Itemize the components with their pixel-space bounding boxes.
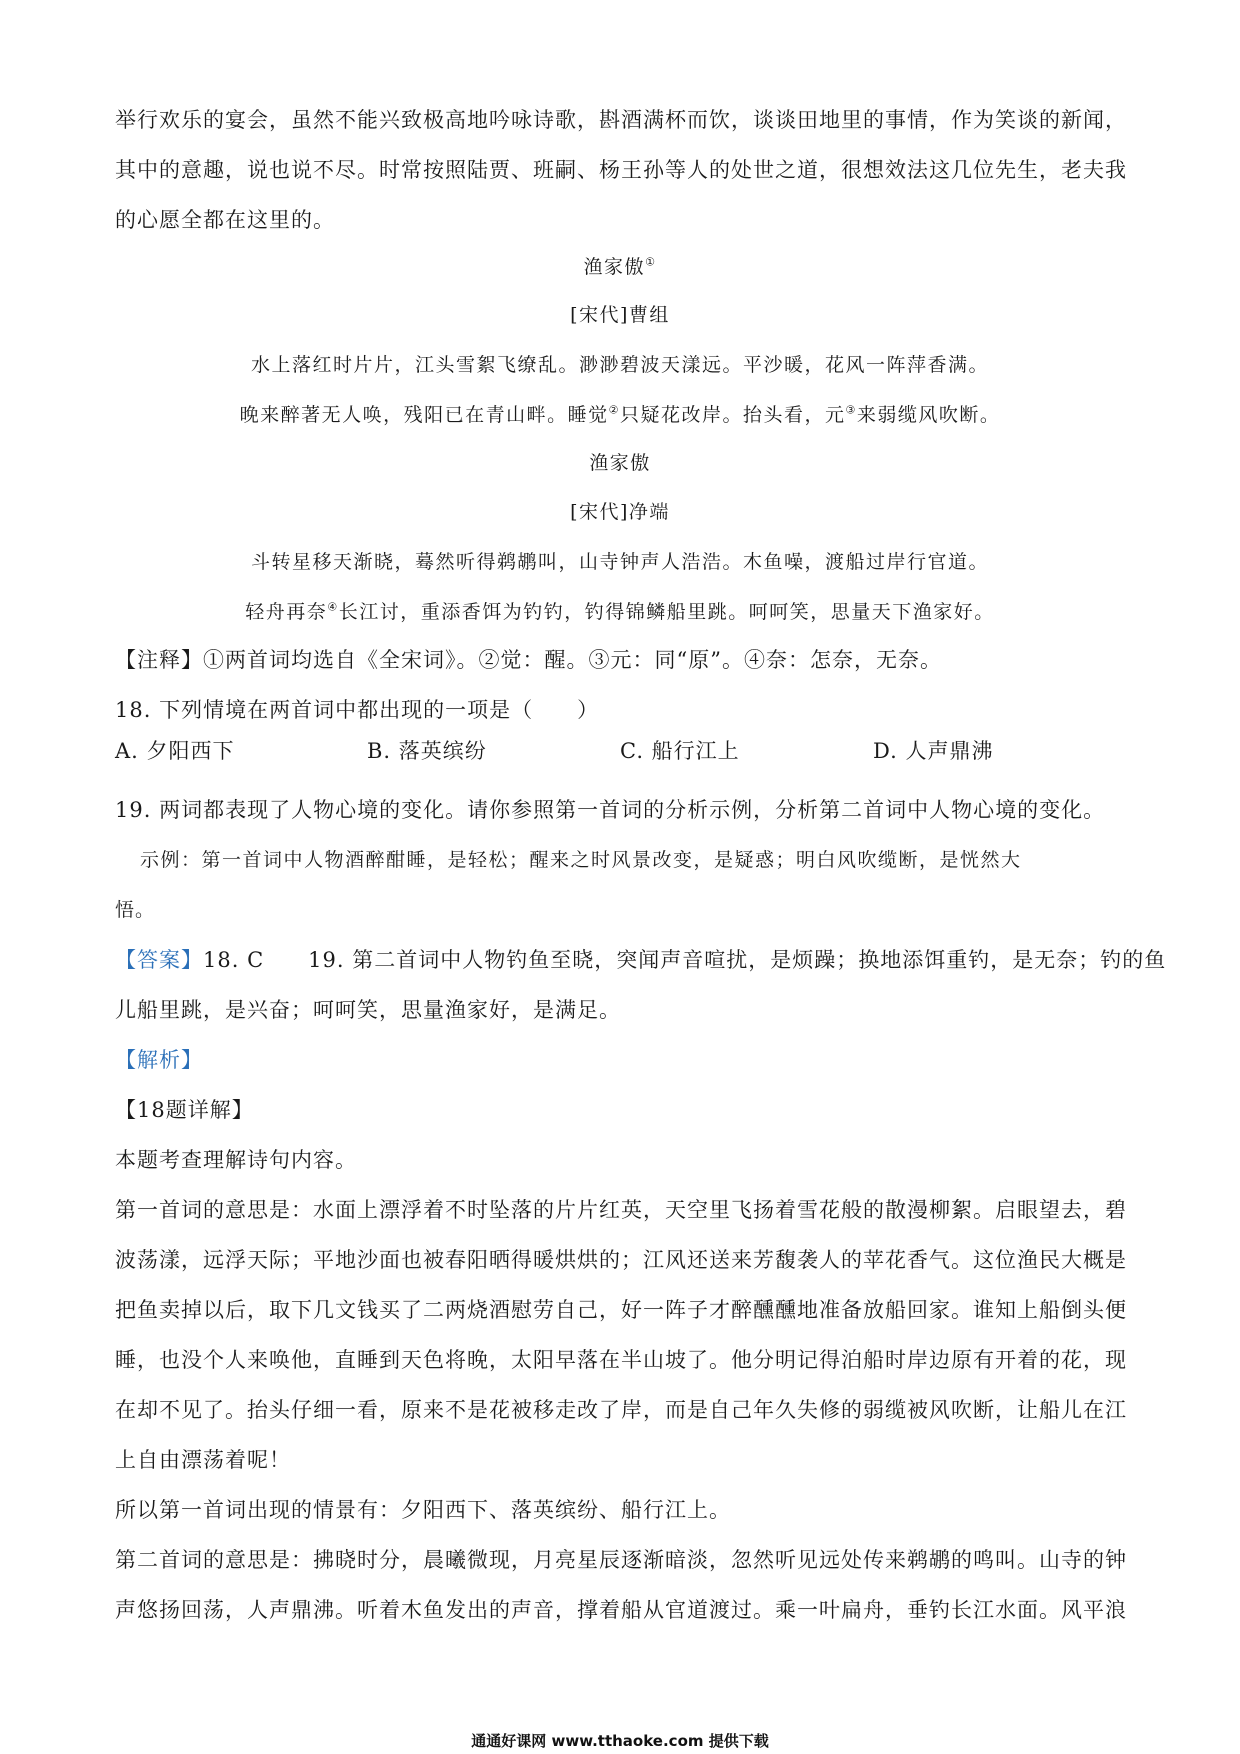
paragraph-line: 波荡漾，远浮天际；平地沙面也被春阳晒得暖烘烘的；江风还送来芳馥袭人的苹花香气。这位渔民大概是: [115, 1248, 1127, 1272]
paragraph-line: 第一首词的意思是：水面上漂浮着不时坠落的片片红英，天空里飞扬着雪花般的散漫柳絮。启眼望去，碧: [115, 1198, 1127, 1222]
answer-line: 儿船里跳，是兴奋；呵呵笑，思量渔家好，是满足。: [115, 998, 621, 1022]
question-19-stem: 19. 两词都表现了人物心境的变化。请你参照第一首词的分析示例，分析第二首词中人物心境的变化。: [115, 798, 1106, 822]
question-18-stem: 18. 下列情境在两首词中都出现的一项是（ ）: [115, 698, 600, 722]
notes: 【注释】①两首词均选自《全宋词》。②觉：醒。③元：同“原”。④奈：怎奈，无奈。: [115, 648, 942, 672]
answer-tag: 【答案】: [115, 948, 203, 972]
poem2-author: [宋代]净端: [570, 501, 670, 523]
paragraph-line: 本题考查理解诗句内容。: [115, 1148, 357, 1172]
poem1-line: 晚来醉著无人唤，残阳已在青山畔。睡觉②只疑花改岸。抬头看，元③来弱缆风吹断。: [239, 403, 1001, 426]
option-d: D. 人声鼎沸: [873, 739, 994, 763]
paragraph-line: 上自由漂荡着呢！: [115, 1448, 291, 1472]
option-c: C. 船行江上: [620, 739, 740, 763]
poem2-title: 渔家傲: [589, 452, 651, 474]
paragraph-line: 睡，也没个人来唤他，直睡到天色将晚，太阳早落在半山坡了。他分明记得泊船时岸边原有开着的花，现: [115, 1348, 1127, 1372]
question-18-options: [115, 735, 1130, 771]
paragraph-line: 在却不见了。抬头仔细一看，原来不是花被移走改了岸，而是自己年久失修的弱缆被风吹断，让船儿在江: [115, 1398, 1127, 1422]
paragraph-line: 所以第一首词出现的情景有：夕阳西下、落英缤纷、船行江上。: [115, 1498, 731, 1522]
poem1-line: 水上落红时片片，江头雪絮飞缭乱。渺渺碧波天漾远。平沙暖，花风一阵萍香满。: [250, 354, 989, 376]
paragraph-line: 举行欢乐的宴会，虽然不能兴致极高地吟咏诗歌，斟酒满杯而饮，谈谈田地里的事情，作为笑谈的新闻，: [115, 108, 1127, 132]
paragraph-line: 声悠扬回荡，人声鼎沸。听着木鱼发出的声音，撑着船从官道渡过。乘一叶扁舟，垂钓长江水面。风平浪: [115, 1598, 1127, 1622]
poem2-line: 斗转星移天渐晓，蓦然听得鹈鹕叫，山寺钟声人浩浩。木鱼噪，渡船过岸行官道。: [250, 551, 989, 573]
answer-line: 【答案】18. C 19. 第二首词中人物钓鱼至晓，突闻声音喧扰，是烦躁；换地添饵重钓，是无奈；钓的鱼: [115, 948, 1167, 972]
paragraph-line: 其中的意趣，说也说不尽。时常按照陆贾、班嗣、杨王孙等人的处世之道，很想效法这几位先生，老夫我: [115, 158, 1127, 182]
paragraph-line: 把鱼卖掉以后，取下几文钱买了二两烧酒慰劳自己，好一阵子才醉醺醺地准备放船回家。谁知上船倒头便: [115, 1298, 1127, 1322]
analysis-tag: 【解析】: [115, 1048, 203, 1072]
question-19-example: 悟。: [115, 899, 156, 921]
footer-watermark: 通通好课网 www.tthaoke.com 提供下载: [471, 1732, 769, 1750]
poem1-title: 渔家傲①: [583, 255, 657, 278]
poem1-author: [宋代]曹组: [570, 304, 670, 326]
poem2-line: 轻舟再奈④长江讨，重添香饵为钓钓，钓得锦鳞船里跳。呵呵笑，思量天下渔家好。: [245, 600, 995, 623]
option-b: B. 落英缤纷: [367, 739, 487, 763]
question-19-example: 示例：第一首词中人物酒醉酣睡，是轻松；醒来之时风景改变，是疑惑；明白风吹缆断，是恍然大: [140, 849, 1022, 871]
paragraph-line: 的心愿全都在这里的。: [115, 208, 335, 232]
q18-heading: 【18题详解】: [115, 1098, 254, 1122]
paragraph-line: 第二首词的意思是：拂晓时分，晨曦微现，月亮星辰逐渐暗淡，忽然听见远处传来鹈鹕的鸣叫。山寺的钟: [115, 1548, 1127, 1572]
option-a: A. 夕阳西下: [115, 739, 235, 763]
